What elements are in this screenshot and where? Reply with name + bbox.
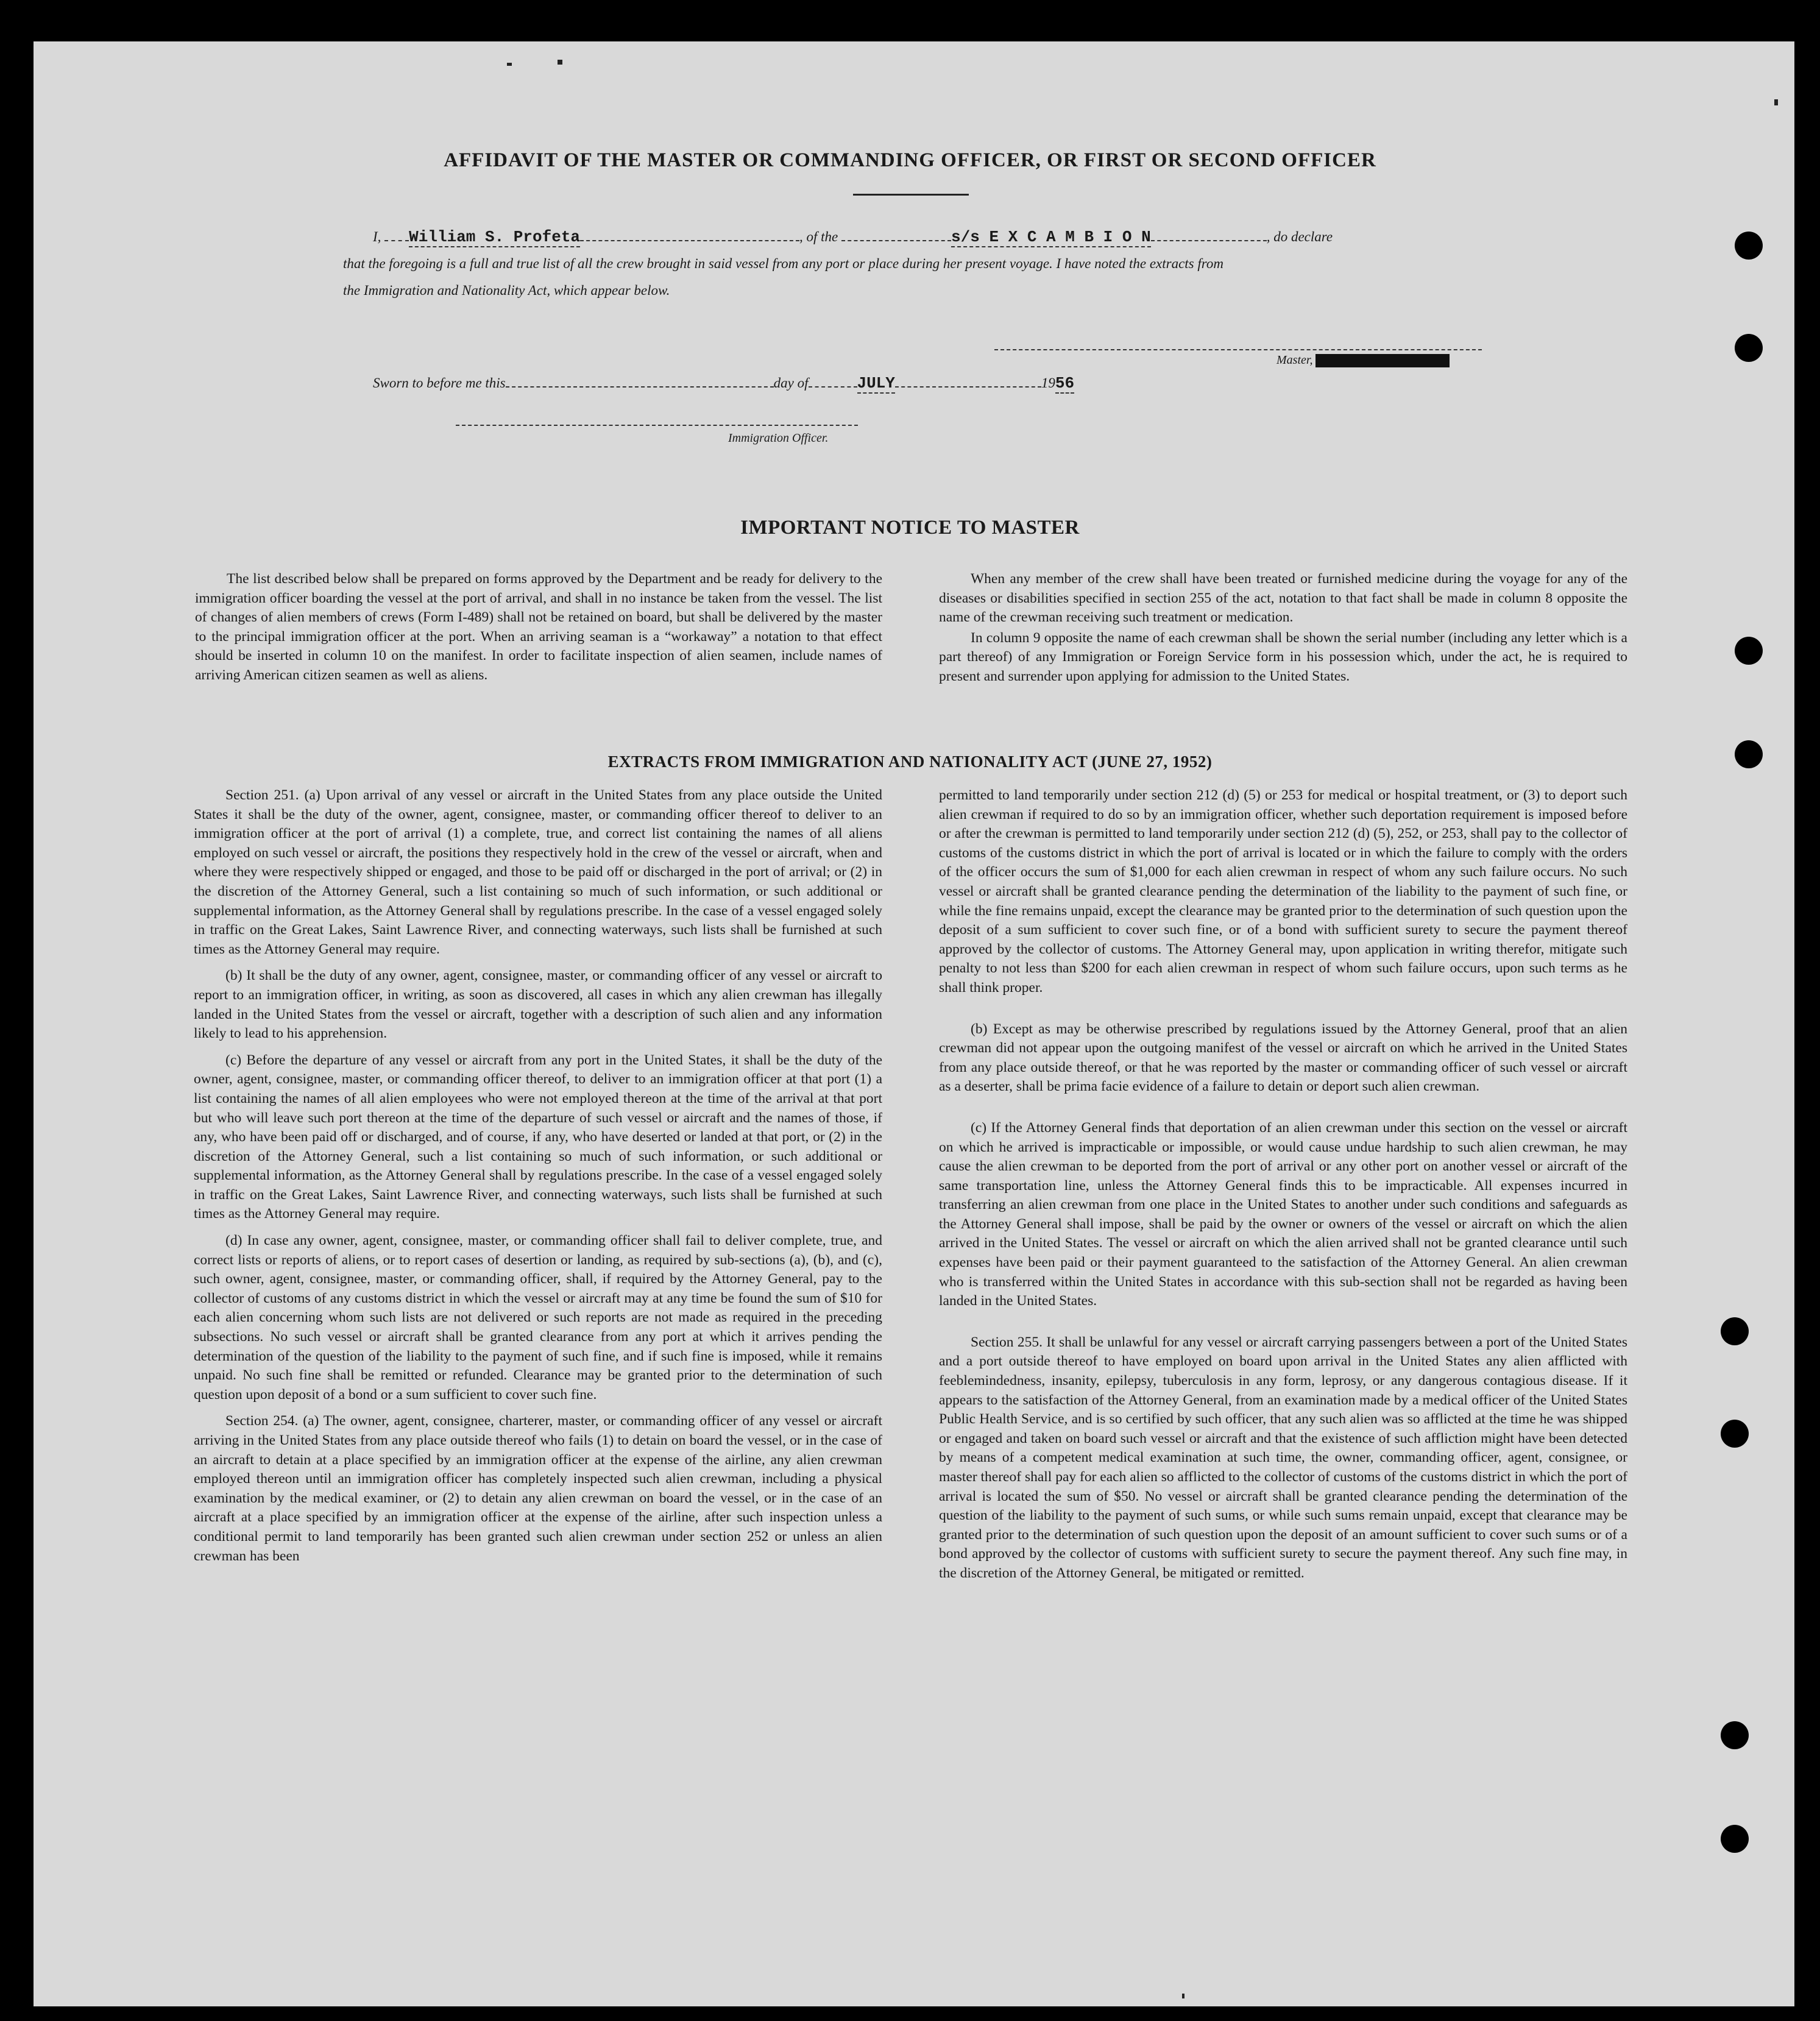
- section-254-a: Section 254. (a) The owner, agent, consignee, charterer, master, or commanding officer of any vessel or aircraft arriving in the United States from any place outside thereof who fails (1) to detain on board the vessel, or in the case of an aircraft to detain at a place specified by an immigration officer at the expense of the airline, any alien crewman employed thereon until an immigration officer has completely inspected such alien crewman, including a physical examination by the medical examiner, or (2) to detain any alien crewman on board the vessel, or in the case of an aircraft at a place specified by an immigration officer at the expense of the airline, after such inspection unless a conditional permit to land temporarily has been granted such alien crewman under section 252 or unless an alien crewman has been: [194, 1413, 882, 1564]
- section-251-c: (c) Before the departure of any vessel or aircraft from any port in the United States, it shall be the duty of the owner, agent, consignee, master, or commanding officer thereof, to deliver to an immigration officer at that port (1) a list containing the names of all alien employees who were not employed thereon at the time of the arrival at that port but who will leave such port thereon at the time of the departure of such vessel or aircraft and the names of those, if any, who have been paid off or discharged, and of course, if any, who have deserted or landed at that port, or (2) in the discretion of the Attorney General, such a list containing so much of such information, or such additional or supplemental information, as the Attorney General shall by regulations prescribe. In the case of a vessel engaged solely in traffic on the Great Lakes, Saint Lawrence River, and connecting waterways, such lists shall be furnished at such times as the Attorney General may require.: [194, 1052, 882, 1222]
- declaration-text-line1: that the foregoing is a full and true list of all the crew brought in said vessel from any port or place during her present voyage. I have noted the extracts from: [343, 256, 1223, 271]
- month-field[interactable]: JULY: [857, 374, 895, 392]
- scan-speck: [507, 63, 512, 66]
- redaction-mark: [1315, 354, 1450, 367]
- notice-left-column: [195, 570, 882, 693]
- extracts-left-column: [194, 786, 882, 1573]
- scan-speck: [1182, 1994, 1184, 1998]
- master-label: Master,: [1276, 353, 1313, 367]
- binder-hole-icon: [1721, 1721, 1749, 1749]
- notice-right-paragraph-2: In column 9 opposite the name of each crewman shall be shown the serial number (including any letter which is a part thereof) of any Immigration or Foreign Service form in his possession which, under the act, he is required to present and surrender upon applying for admission to the United States.: [939, 629, 1627, 684]
- binder-hole-icon: [1721, 1825, 1749, 1853]
- notice-right-paragraph-1: When any member of the crew shall have been treated or furnished medicine during the voyage for any of the diseases or disabilities specified in section 255 of the act, notation to that fact shall be made in column 8 opposite the name of the crewman receiving such treatment or medication.: [939, 571, 1627, 626]
- declaration-text-line2: the Immigration and Nationality Act, which appear below.: [343, 283, 670, 298]
- section-254-a-continued: permitted to land temporarily under section 212 (d) (5) or 253 for medical or hospital treatment, or (3) to deport such alien crewman if required to do so by an immigration officer, whether such deportation requirement is imposed before or after the crewman is permitted to land temporarily under section 212 (d) (5), 252, or 253, shall pay to the collector of customs of the customs district in which the port of arrival is located or in which the failure to comply with the orders of the officer occurs the sum of $1,000 for each alien crewman in respect of whom any such failure occurs. No such vessel or aircraft shall be granted clearance pending the determination of the liability to the payment of such fine, or while the fine remains unpaid, except the clearance may be granted prior to the determination of such question upon the deposit of a sum sufficient to cover such fine, or of a bond with sufficient surety to secure the payment thereof approved by the collector of customs. The Attorney General may, upon application in writing therefor, mitigate such penalty to not less than $200 for each alien crewman in respect of whom such failure occurs, upon such terms as he shall think proper.: [939, 787, 1627, 996]
- section-254-b: (b) Except as may be otherwise prescribed by regulations issued by the Attorney General, proof that an alien crewman did not appear upon the outgoing manifest of the vessel or aircraft on which he arrived in the United States from any place outside thereof, or that he was reported by the master or commanding officer of such vessel or aircraft as a deserter, shall be prima facie evidence of a failure to detain or deport such alien crewman.: [939, 1021, 1627, 1095]
- extracts-right-column: [939, 786, 1627, 1591]
- section-254-c: (c) If the Attorney General finds that deportation of an alien crewman under this section on the vessel or aircraft on which he arrived is impracticable or impossible, or would cause undue hardship to such alien crewman, he may cause the alien crewman to be deported from the port of arrival or any other port on another vessel or aircraft of the same transportation line, unless the Attorney General finds this to be impracticable. All expenses incurred in transferring an alien crewman from one place in the United States to another under such conditions and safeguards as the Attorney General shall impose, shall be paid by the owner or owners of the vessel or aircraft on which the alien arrived in the United States. The vessel or aircraft on which the alien arrived shall not be granted clearance until such expenses have been paid or their payment guaranteed to the satisfaction of the Attorney General. An alien crewman who is transferred within the United States in accordance with this sub-section shall not be regarded as having been landed in the United States.: [939, 1119, 1627, 1309]
- scan-speck: [558, 60, 562, 65]
- master-name-field[interactable]: William S. Profeta: [409, 228, 581, 246]
- section-255: Section 255. It shall be unlawful for any vessel or aircraft carrying passengers between a port of the United States and a port outside thereof to have employed on board upon arrival in the United States any alien afflicted with feeblemindedness, insanity, epilepsy, tuberculosis in any form, leprosy, or any dangerous contagious disease. If it appears to the satisfaction of the Attorney General, from an examination made by a medical officer of the United States Public Health Service, and is so certified by such officer, that any such alien was so afflicted at the time he was shipped or engaged and taken on board such vessel or aircraft and that the existence of such affliction might have been detected by means of a competent medical examination at such time, the owner, commanding officer, agent, consignee, or master thereof shall pay for each alien so afflicted to the collector of customs of the customs district in which the port of arrival is located the sum of $50. No vessel or aircraft shall be granted clearance pending the determination of the question of the liability to the payment of such sums, or while such sums remain unpaid, except that clearance may be granted prior to the determination of such question upon the deposit of an amount sufficient to cover such sums or of a bond approved by the collector of customs with sufficient surety to secure the payment thereof. Any such fine may, in the discretion of the Attorney General, be mitigated or remitted.: [939, 1334, 1627, 1581]
- section-251-d: (d) In case any owner, agent, consignee, master, or commanding officer shall fail to deliver complete, true, and correct lists or reports of aliens, or to report cases of desertion or landing, as required by sub-sections (a), (b), and (c), such owner, agent, consignee, master, or commanding officer, shall, if required by the Attorney General, pay to the collector of customs of any customs district in which the vessel or aircraft may at any time be found the sum of $10 for each alien concerning whom such lists are not delivered or such reports are not made as required in the preceding subsections. No such vessel or aircraft shall be granted clearance from any port at which it arrives pending the determination of the question of the liability to the payment of such fine, and if such fine is imposed, while it remains unpaid. No such fine shall be remitted or refunded. Clearance may be granted prior to the determination of such question upon deposit of a bond or a sum sufficient to cover such fine.: [194, 1233, 882, 1403]
- title-rule: [853, 194, 969, 196]
- immigration-officer-signature-line[interactable]: [456, 425, 858, 426]
- section-251-a: Section 251. (a) Upon arrival of any vessel or aircraft in the United States from any place outside the United States it shall be the duty of the owner, agent, consignee, master, or commanding officer thereof to deliver to an immigration officer at the port of arrival (1) a complete, true, and correct list containing the names of all aliens employed on such vessel or aircraft, the positions they respectively hold in the crew of the vessel or aircraft, when and where they were respectively shipped or engaged, and those to be paid off or discharged in the port of arrival; or (2) in the discretion of the Attorney General, such a list containing so much of such information, or such additional or supplemental information, as the Attorney General shall by regulations prescribe. In the case of a vessel engaged solely in traffic on the Great Lakes, Saint Lawrence River, and connecting waterways, such lists shall be furnished at such times as the Attorney General may require.: [194, 787, 882, 957]
- day-of-label: day of: [773, 375, 809, 391]
- section-251-b: (b) It shall be the duty of any owner, agent, consignee, master, or commanding officer of any vessel or aircraft to report to an immigration officer, in writing, as soon as discovered, all cases in which any alien crewman has illegally landed in the United States from the vessel or aircraft, together with a description of such alien and any information likely to lead to his apprehension.: [194, 968, 882, 1042]
- master-signature-line[interactable]: [994, 349, 1482, 350]
- notice-title: IMPORTANT NOTICE TO MASTER: [740, 517, 1080, 539]
- affidavit-title: AFFIDAVIT OF THE MASTER OR COMMANDING OFFICER, OR FIRST OR SECOND OFFICER: [444, 149, 1376, 171]
- binder-hole-icon: [1735, 334, 1763, 362]
- immigration-officer-label: Immigration Officer.: [728, 431, 829, 445]
- notice-left-paragraph: The list described below shall be prepared on forms approved by the Department and be ready for delivery to the immigration officer boarding the vessel at the port of arrival, and shall in no instance be taken from the vessel. The list of changes of alien members of crews (Form I-489) shall not be retained on board, but shall be delivered by the master to the principal immigration officer at the port. When an arriving seaman is a “workaway” a notation to that effect should be inserted in column 10 on the manifest. In order to facilitate inspection of alien seamen, include names of arriving American citizen seamen as well as aliens.: [195, 571, 882, 683]
- binder-hole-icon: [1721, 1420, 1749, 1448]
- extracts-title: EXTRACTS FROM IMMIGRATION AND NATIONALITY ACT (JUNE 27, 1952): [607, 752, 1213, 771]
- binder-hole-icon: [1735, 637, 1763, 665]
- master-label-line: [1276, 353, 1450, 367]
- notice-right-column: [939, 570, 1627, 694]
- do-declare-label: , do declare: [1266, 229, 1333, 244]
- sworn-label: Sworn to before me this: [373, 375, 506, 391]
- sworn-line: [373, 373, 1226, 392]
- vessel-name-field[interactable]: s/s E X C A M B I O N: [951, 228, 1151, 246]
- year-prefix: 19: [1041, 375, 1055, 391]
- binder-hole-icon: [1735, 232, 1763, 260]
- of-the-label: , of the: [799, 229, 838, 244]
- sworn-date-field[interactable]: [506, 373, 774, 388]
- binder-hole-icon: [1721, 1317, 1749, 1345]
- declaration-name-line: [373, 227, 1482, 246]
- year-field[interactable]: 56: [1055, 374, 1075, 392]
- i-label: I,: [373, 229, 381, 244]
- scan-speck: [1774, 99, 1778, 105]
